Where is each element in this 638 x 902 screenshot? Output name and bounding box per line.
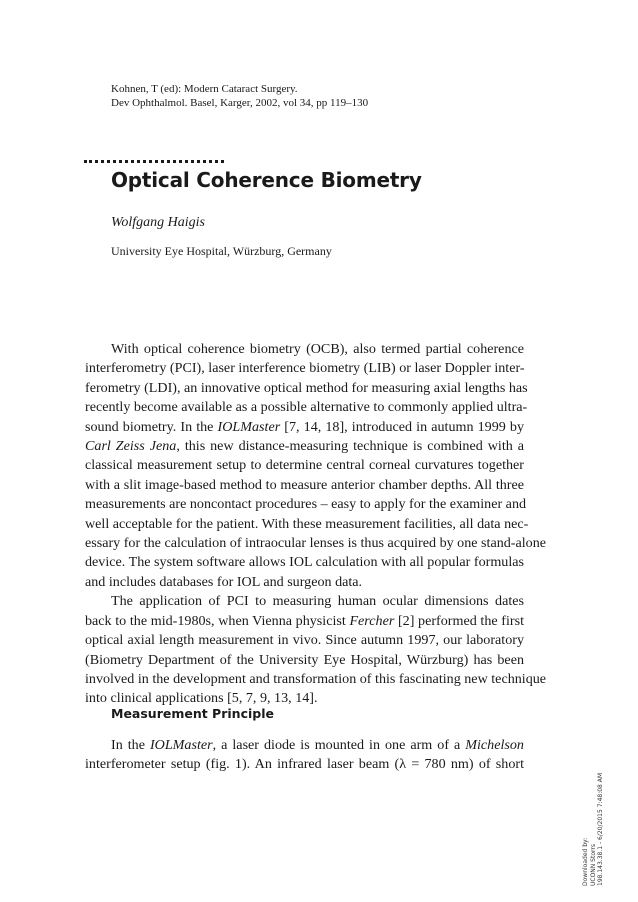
paragraph-1 <box>85 340 547 592</box>
section-heading: Measurement Principle <box>111 706 274 721</box>
text-line: optical axial length measurement in vivo. Since autumn 1997, our laboratory <box>85 632 524 649</box>
citation-line-2: Dev Ophthalmol. Basel, Karger, 2002, vol 34, pp 119–130 <box>111 97 369 109</box>
text-line: (Biometry Department of the University Eye Hospital, Würzburg) has been <box>85 651 524 668</box>
download-stamp <box>582 773 605 886</box>
text-segment: sound biometry. In the <box>85 418 218 435</box>
paragraph-3 <box>85 736 524 775</box>
text-line: and includes databases for IOL and surgeon data. <box>85 573 363 590</box>
italic-term: IOLMaster <box>149 737 213 753</box>
text-line: measurements are noncontact procedures – easy to apply for the examiner and <box>85 496 527 513</box>
text-segment: [7, 14, 18], introduced in autumn 1999 by <box>280 418 525 435</box>
italic-term: Carl Zeiss Jena <box>85 438 177 455</box>
text-segment: back to the mid-1980s, when Vienna physicist <box>85 612 350 629</box>
text-line: ferometry (LDI), an innovative optical method for measuring axial lengths has <box>85 379 528 396</box>
italic-term: Michelson <box>465 737 524 753</box>
text-line: device. The system software allows IOL calculation with all popular formulas <box>85 554 524 571</box>
text-line: with a slit image-based method to measure anterior chamber depths. All three <box>85 476 524 493</box>
citation <box>111 82 368 110</box>
text-line: interferometry (PCI), laser interference biometry (LIB) or laser Doppler inter- <box>85 360 525 377</box>
text-line: interferometer setup (fig. 1). An infrared laser beam (λ = 780 nm) of short <box>85 756 524 773</box>
italic-term: IOLMaster <box>217 418 281 435</box>
text-line: well acceptable for the patient. With these measurement facilities, all data nec- <box>85 515 529 532</box>
text-line <box>85 736 524 755</box>
citation-line-1: Kohnen, T (ed): Modern Cataract Surgery. <box>111 83 298 95</box>
text-line: recently become available as a possible alternative to commonly applied ultra- <box>85 399 528 416</box>
body-text <box>85 340 547 709</box>
text-segment: [2] performed the first <box>394 612 524 629</box>
text-line: The application of PCI to measuring human ocular dimensions dates <box>111 593 524 610</box>
text-segment: , this new distance-measuring technique is combined with a <box>176 438 524 455</box>
text-segment: In the <box>111 737 150 753</box>
text-line <box>85 437 524 456</box>
text-line: involved in the development and transformation of this fascinating new technique <box>85 670 547 687</box>
download-stamp-line-3: 198.143.38.1 - 6/20/2015 7:48:08 AM <box>597 772 604 886</box>
download-stamp-line-2: UCONN Storrs <box>589 844 597 886</box>
download-stamp-line-1: Downloaded by: <box>582 837 589 886</box>
text-segment: , a laser diode is mounted in one arm of a <box>212 737 466 753</box>
author-affiliation: University Eye Hospital, Würzburg, Germany <box>111 244 332 258</box>
paragraph-2 <box>85 592 547 708</box>
text-line <box>85 418 524 437</box>
text-line: classical measurement setup to determine central corneal curvatures together <box>85 457 524 474</box>
body-text-section <box>85 736 524 775</box>
decorative-dotted-rule <box>84 150 224 163</box>
article-title: Optical Coherence Biometry <box>111 168 422 192</box>
text-line: into clinical applications [5, 7, 9, 13, 14]. <box>85 690 318 707</box>
text-line: With optical coherence biometry (OCB), also termed partial coherence <box>111 341 524 357</box>
italic-term: Fercher <box>349 612 395 629</box>
text-line <box>85 612 524 631</box>
author-name: Wolfgang Haigis <box>111 215 205 230</box>
text-line: essary for the calculation of intraocular lenses is thus acquired by one stand-alone <box>85 535 547 552</box>
